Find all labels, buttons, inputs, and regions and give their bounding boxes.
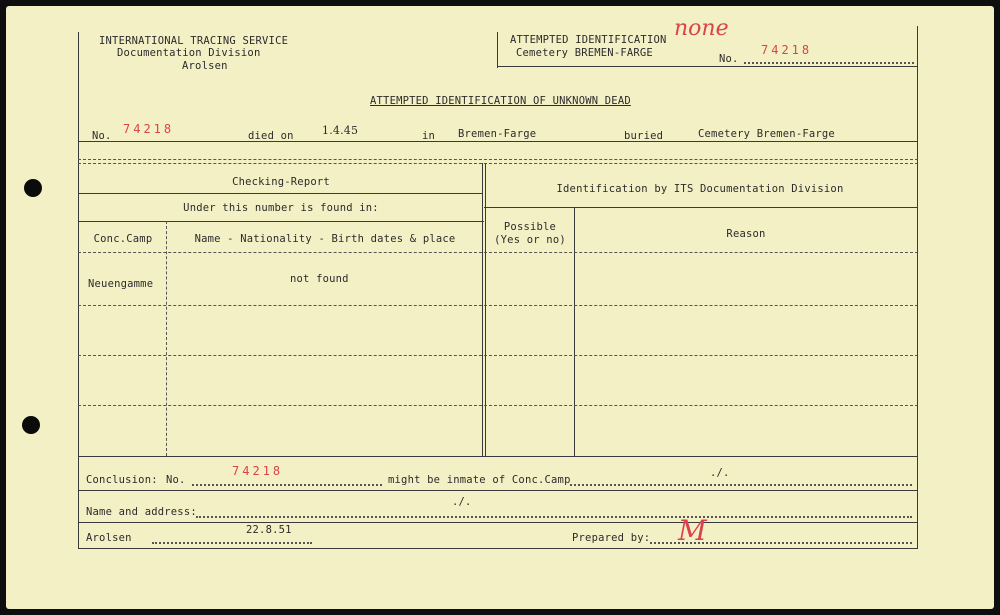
name-address-value: ./. [452,496,472,508]
checking-report-header: Checking-Report [232,176,330,188]
frame-right-line [917,26,918,548]
handwritten-note: none [674,16,729,41]
header-box-left-line [497,32,498,68]
index-card [6,6,994,609]
row-line [78,355,918,356]
checking-report-line [78,193,482,194]
buried-label: buried [624,130,664,142]
prepared-by-label: Prepared by: [572,532,651,544]
col-possible: Possible [503,221,557,233]
frame-left-line [78,32,79,548]
conclusion-label: Conclusion: [86,474,158,486]
form-title: ATTEMPTED IDENTIFICATION OF UNKNOWN DEAD [370,95,631,107]
col-conc-camp: Conc.Camp [93,233,153,245]
conclusion-no-dots [192,484,382,486]
conclusion-no-label: No. [166,474,186,486]
header-no-value: 74218 [761,43,813,57]
conclusion-line [78,490,918,491]
punch-hole [24,179,42,197]
died-on-value: 1.4.45 [322,124,359,137]
under-number-header: Under this number is found in: [183,202,379,214]
header-bottom-line [78,252,918,253]
header-no-dots [744,62,914,64]
row-name: not found [290,273,349,285]
table-top-line-2 [78,163,918,164]
row-line [78,405,918,406]
col-line-middle-2 [485,163,486,456]
inmate-text: might be inmate of Conc.Camp [388,474,571,486]
col-line-possible [574,207,575,456]
conclusion-no-value: 74218 [232,464,284,478]
name-address-dots [196,516,912,518]
cemetery-label: Cemetery BREMEN-FARGE [516,47,653,59]
identification-header: Identification by ITS Documentation Division [556,183,844,195]
identification-line [484,207,918,208]
row-line [78,305,918,306]
col-line-camp [166,221,167,456]
attempted-identification-label: ATTEMPTED IDENTIFICATION [510,34,667,46]
header-box-bottom-line [497,66,917,67]
place-of-death: Bremen-Farge [458,128,537,140]
inmate-value: ./. [710,467,730,479]
table-bottom-line [78,456,918,457]
table-top-line-1 [78,159,918,160]
org-division: Documentation Division [117,47,261,59]
record-line [78,141,918,142]
header-no-label: No. [719,53,739,65]
in-label: in [422,130,436,142]
place-label: Arolsen [86,532,132,544]
col-name-nationality: Name - Nationality - Birth dates & place [194,233,456,245]
record-no-label: No. [92,130,112,142]
frame-bottom-line [78,548,918,549]
name-address-label: Name and address: [86,506,197,518]
record-no-value: 74218 [123,122,175,136]
row-camp: Neuengamme [88,278,154,290]
date-dots [152,542,312,544]
date-value: 22.8.51 [246,524,292,536]
org-location: Arolsen [182,60,228,72]
col-reason: Reason [726,228,766,240]
subheader-line [78,221,484,222]
org-name: INTERNATIONAL TRACING SERVICE [99,35,289,47]
punch-hole [22,416,40,434]
col-possible-sub: (Yes or no) [494,234,566,246]
died-on-label: died on [248,130,294,142]
prepared-by-initial: M [678,514,707,547]
name-address-line [78,522,918,523]
col-line-middle-1 [482,163,483,456]
inmate-dots [570,484,912,486]
burial-place: Cemetery Bremen-Farge [698,128,835,140]
